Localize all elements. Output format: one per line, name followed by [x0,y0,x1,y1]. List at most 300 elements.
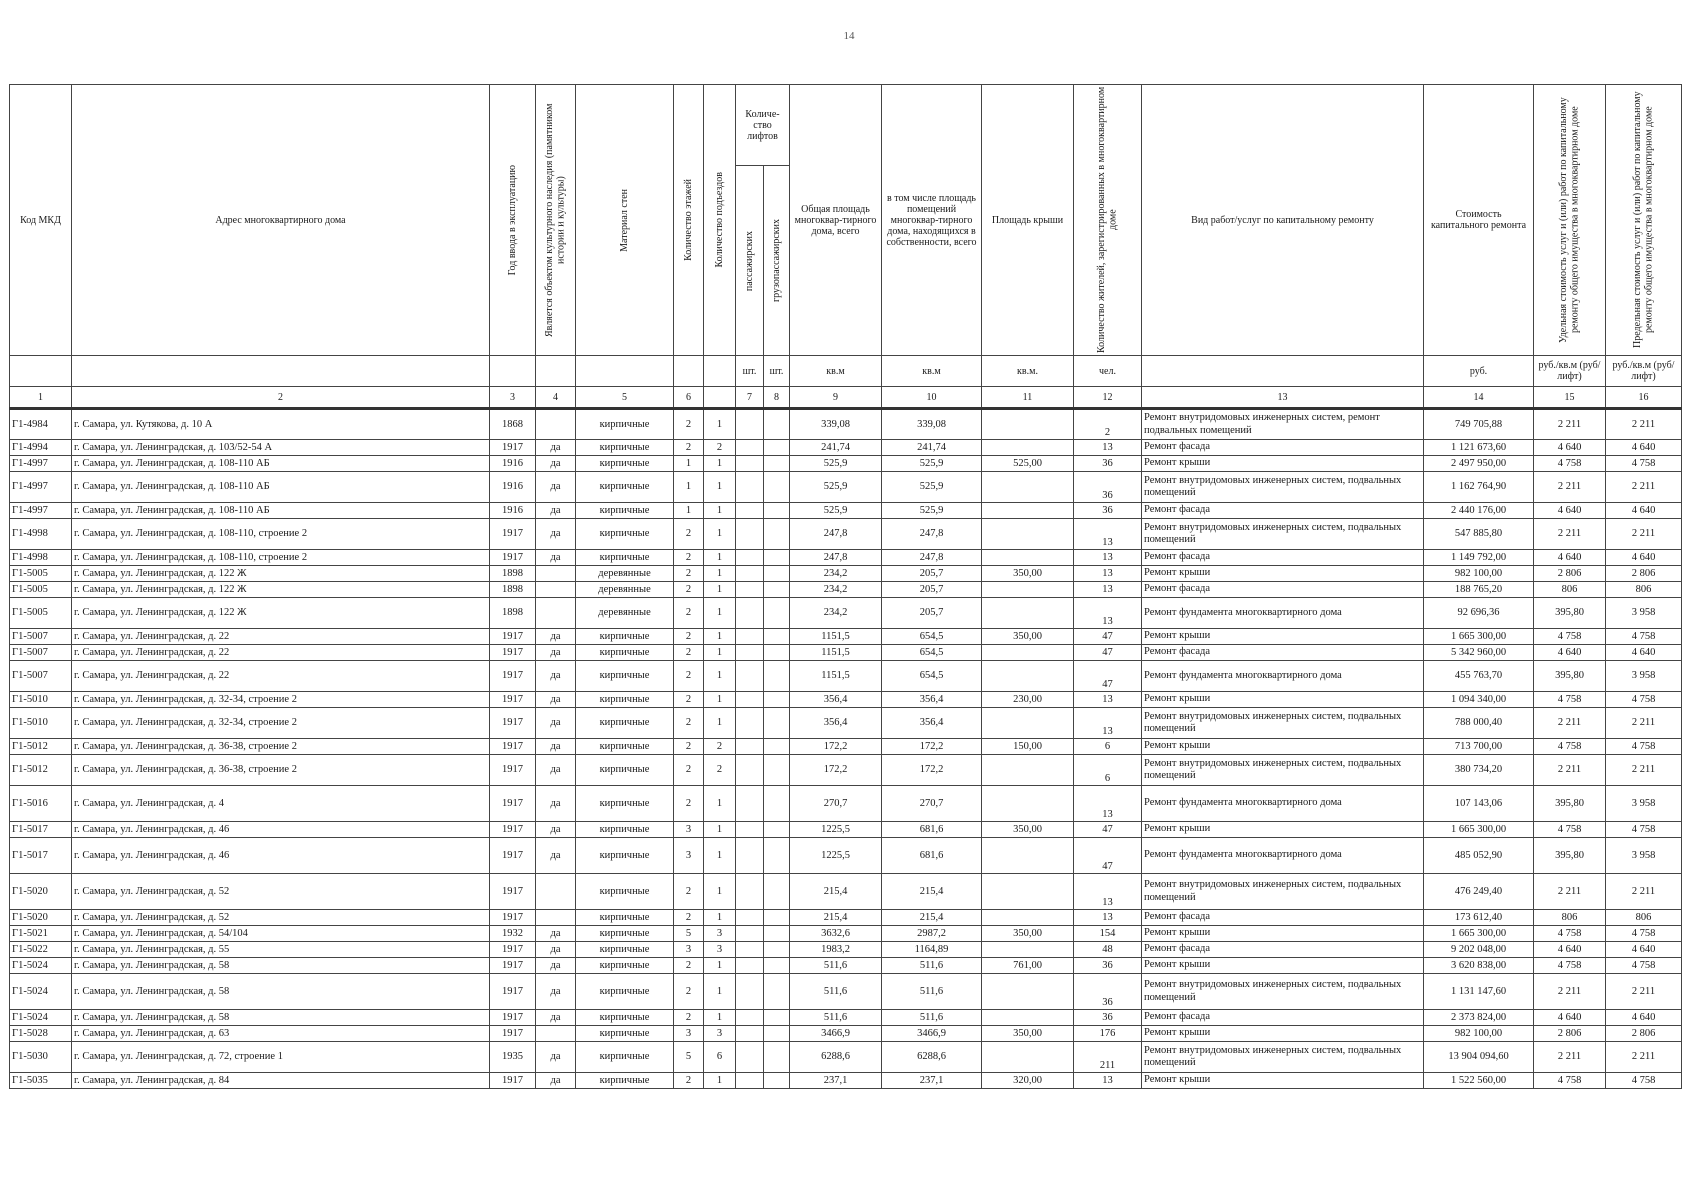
cell-work-type: Ремонт крыши [1142,926,1424,942]
cell-heritage: да [536,755,576,786]
cell-total-area: 1151,5 [790,661,882,692]
cell-unit-cost: 4 758 [1534,926,1606,942]
cell-roof-area [982,910,1074,926]
cell-address: г. Самара, ул. Ленинградская, д. 58 [72,1010,490,1026]
header-lifts-cargo-text: грузопассажирских [770,219,782,303]
unit-empty [536,356,576,387]
cell-total-area: 215,4 [790,910,882,926]
cell-max-cost: 4 640 [1606,942,1682,958]
cell-floors: 1 [674,472,704,503]
cell-work-type: Ремонт фасада [1142,1010,1424,1026]
cell-unit-cost: 395,80 [1534,661,1606,692]
cell-work-type: Ремонт фундамента многоквартирного дома [1142,786,1424,822]
column-number: 7 [736,387,764,409]
cell-address: г. Самара, ул. Ленинградская, д. 52 [72,910,490,926]
cell-residents: 36 [1074,1010,1142,1026]
cell-work-type: Ремонт фасада [1142,645,1424,661]
cell-cost: 3 620 838,00 [1424,958,1534,974]
cell-lifts-passenger [736,942,764,958]
cell-roof-area [982,503,1074,519]
cell-roof-area [982,942,1074,958]
cell-material: кирпичные [576,942,674,958]
cell-max-cost: 4 758 [1606,692,1682,708]
cell-floors: 2 [674,409,704,440]
cell-work-type: Ремонт крыши [1142,739,1424,755]
header-row [10,85,1682,166]
cell-unit-cost: 395,80 [1534,598,1606,629]
cell-floors: 2 [674,958,704,974]
cell-address: г. Самара, ул. Кутякова, д. 10 А [72,409,490,440]
cell-residents: 36 [1074,974,1142,1010]
cell-residents: 13 [1074,519,1142,550]
cell-work-type: Ремонт внутридомовых инженерных систем, подвальных помещений [1142,874,1424,910]
header-residents [1074,85,1142,356]
cell-roof-area: 350,00 [982,566,1074,582]
cell-floors: 3 [674,838,704,874]
cell-lifts-cargo [764,974,790,1010]
cell-material: кирпичные [576,910,674,926]
cell-code: Г1-4994 [10,440,72,456]
cell-owned-area: 511,6 [882,1010,982,1026]
cell-work-type: Ремонт внутридомовых инженерных систем, подвальных помещений [1142,755,1424,786]
cell-owned-area: 215,4 [882,910,982,926]
cell-heritage: да [536,661,576,692]
cell-address: г. Самара, ул. Ленинградская, д. 122 Ж [72,566,490,582]
cell-roof-area [982,550,1074,566]
cell-work-type: Ремонт внутридомовых инженерных систем, подвальных помещений [1142,1042,1424,1073]
cell-roof-area [982,755,1074,786]
cell-unit-cost: 395,80 [1534,838,1606,874]
cell-owned-area: 237,1 [882,1073,982,1089]
table-row [10,566,1682,582]
cell-residents: 47 [1074,645,1142,661]
cell-material: кирпичные [576,456,674,472]
cell-floors: 2 [674,692,704,708]
cell-lifts-cargo [764,550,790,566]
cell-total-area: 1225,5 [790,822,882,838]
cell-lifts-cargo [764,1010,790,1026]
cell-max-cost: 2 806 [1606,1026,1682,1042]
cell-code: Г1-5010 [10,692,72,708]
cell-cost: 2 373 824,00 [1424,1010,1534,1026]
cell-lifts-passenger [736,519,764,550]
cell-lifts-passenger [736,755,764,786]
cell-cost: 1 162 764,90 [1424,472,1534,503]
table-row [10,1073,1682,1089]
cell-floors: 2 [674,582,704,598]
cell-address: г. Самара, ул. Ленинградская, д. 84 [72,1073,490,1089]
cell-lifts-passenger [736,582,764,598]
cell-owned-area: 6288,6 [882,1042,982,1073]
cell-total-area: 339,08 [790,409,882,440]
cell-lifts-passenger [736,838,764,874]
cell-address: г. Самара, ул. Ленинградская, д. 58 [72,974,490,1010]
cell-owned-area: 525,9 [882,503,982,519]
header-floors [674,85,704,356]
cell-lifts-passenger [736,910,764,926]
cell-heritage [536,1026,576,1042]
cell-work-type: Ремонт фасада [1142,582,1424,598]
header-entrances-text: Количество подъездов [713,172,725,268]
cell-year: 1917 [490,519,536,550]
cell-roof-area: 350,00 [982,629,1074,645]
header-total-area: Общая площадь многоквар-тирного дома, всего [790,85,882,356]
cell-material: кирпичные [576,822,674,838]
cell-total-area: 234,2 [790,566,882,582]
cell-floors: 2 [674,440,704,456]
cell-total-area: 525,9 [790,472,882,503]
cell-max-cost: 3 958 [1606,598,1682,629]
cell-address: г. Самара, ул. Ленинградская, д. 55 [72,942,490,958]
cell-owned-area: 172,2 [882,755,982,786]
cell-residents: 2 [1074,409,1142,440]
cell-year: 1935 [490,1042,536,1073]
cell-year: 1916 [490,456,536,472]
cell-heritage: да [536,1010,576,1026]
cell-entrances: 1 [704,1073,736,1089]
cell-lifts-cargo [764,874,790,910]
cell-heritage: да [536,1073,576,1089]
cell-year: 1868 [490,409,536,440]
cell-lifts-cargo [764,645,790,661]
table-row [10,910,1682,926]
cell-lifts-cargo [764,942,790,958]
cell-max-cost: 4 758 [1606,958,1682,974]
cell-cost: 476 249,40 [1424,874,1534,910]
cell-work-type: Ремонт внутридомовых инженерных систем, подвальных помещений [1142,708,1424,739]
cell-heritage [536,409,576,440]
cell-material: кирпичные [576,629,674,645]
cell-address: г. Самара, ул. Ленинградская, д. 122 Ж [72,598,490,629]
cell-work-type: Ремонт фасада [1142,942,1424,958]
cell-lifts-cargo [764,472,790,503]
cell-lifts-cargo [764,598,790,629]
cell-total-area: 511,6 [790,958,882,974]
cell-material: кирпичные [576,440,674,456]
cell-residents: 47 [1074,822,1142,838]
cell-material: кирпичные [576,926,674,942]
cell-code: Г1-5005 [10,582,72,598]
column-number: 1 [10,387,72,409]
cell-lifts-cargo [764,708,790,739]
cell-entrances: 1 [704,409,736,440]
cell-entrances: 1 [704,629,736,645]
cell-cost: 1 121 673,60 [1424,440,1534,456]
header-unit-cost-text: Удельная стоимость услуг и (или) работ по капитальному ремонту общего имущества в многоквартирном доме [1558,97,1581,343]
cell-code: Г1-5017 [10,838,72,874]
cell-floors: 2 [674,550,704,566]
cell-entrances: 1 [704,661,736,692]
cell-residents: 154 [1074,926,1142,942]
cell-year: 1898 [490,582,536,598]
header-cost: Стоимость капитального ремонта [1424,85,1534,356]
cell-year: 1917 [490,910,536,926]
cell-lifts-passenger [736,440,764,456]
header-work-type: Вид работ/услуг по капитальному ремонту [1142,85,1424,356]
cell-work-type: Ремонт крыши [1142,1026,1424,1042]
cell-material: кирпичные [576,409,674,440]
unit-empty [704,356,736,387]
cell-lifts-passenger [736,958,764,974]
column-number: 11 [982,387,1074,409]
unit-empty [10,356,72,387]
cell-roof-area [982,582,1074,598]
cell-floors: 2 [674,519,704,550]
cell-total-area: 237,1 [790,1073,882,1089]
table-row [10,472,1682,503]
cell-cost: 173 612,40 [1424,910,1534,926]
cell-year: 1898 [490,598,536,629]
cell-code: Г1-5017 [10,822,72,838]
cell-residents: 6 [1074,739,1142,755]
cell-lifts-passenger [736,566,764,582]
cell-lifts-passenger [736,409,764,440]
cell-entrances: 1 [704,874,736,910]
column-number: 6 [674,387,704,409]
cell-work-type: Ремонт фундамента многоквартирного дома [1142,598,1424,629]
cell-owned-area: 356,4 [882,708,982,739]
cell-roof-area: 230,00 [982,692,1074,708]
cell-address: г. Самара, ул. Ленинградская, д. 122 Ж [72,582,490,598]
cell-entrances: 1 [704,692,736,708]
cell-cost: 13 904 094,60 [1424,1042,1534,1073]
cell-material: кирпичные [576,874,674,910]
cell-work-type: Ремонт крыши [1142,566,1424,582]
unit-sqm-owned: кв.м [882,356,982,387]
column-number: 9 [790,387,882,409]
cell-address: г. Самара, ул. Ленинградская, д. 54/104 [72,926,490,942]
cell-year: 1917 [490,440,536,456]
cell-entrances: 1 [704,456,736,472]
cell-address: г. Самара, ул. Ленинградская, д. 22 [72,629,490,645]
cell-residents: 36 [1074,958,1142,974]
cell-material: кирпичные [576,661,674,692]
table-row [10,838,1682,874]
cell-heritage: да [536,645,576,661]
cell-cost: 1 665 300,00 [1424,822,1534,838]
cell-floors: 2 [674,874,704,910]
cell-unit-cost: 2 211 [1534,974,1606,1010]
cell-roof-area [982,598,1074,629]
header-heritage-text: Является объектом культурного наследия (памятником истории и культуры) [544,103,567,337]
cell-year: 1916 [490,472,536,503]
cell-floors: 1 [674,456,704,472]
page-number: 14 [843,30,855,42]
cell-heritage [536,582,576,598]
cell-material: кирпичные [576,708,674,739]
cell-total-area: 356,4 [790,708,882,739]
cell-roof-area: 150,00 [982,739,1074,755]
cell-residents: 13 [1074,1073,1142,1089]
cell-entrances: 1 [704,503,736,519]
cell-lifts-passenger [736,1042,764,1073]
cell-floors: 3 [674,822,704,838]
column-number: 13 [1142,387,1424,409]
cell-year: 1917 [490,1026,536,1042]
cell-cost: 1 665 300,00 [1424,926,1534,942]
cell-code: Г1-4997 [10,472,72,503]
cell-material: кирпичные [576,1026,674,1042]
cell-unit-cost: 2 211 [1534,1042,1606,1073]
column-number: 10 [882,387,982,409]
unit-sqm-total: кв.м [790,356,882,387]
cell-cost: 455 763,70 [1424,661,1534,692]
cell-entrances: 1 [704,582,736,598]
cell-work-type: Ремонт крыши [1142,456,1424,472]
cell-code: Г1-5007 [10,629,72,645]
cell-material: кирпичные [576,786,674,822]
cell-residents: 47 [1074,629,1142,645]
header-max-cost-text: Предельная стоимость услуг и (или) работ по капитальному ремонту общего имущества в многоквартирном доме [1632,91,1655,349]
cell-cost: 9 202 048,00 [1424,942,1534,958]
cell-heritage: да [536,629,576,645]
cell-address: г. Самара, ул. Ленинградская, д. 108-110 АБ [72,472,490,503]
table-row [10,409,1682,440]
cell-material: кирпичные [576,1010,674,1026]
cell-owned-area: 215,4 [882,874,982,910]
cell-roof-area [982,708,1074,739]
cell-owned-area: 654,5 [882,629,982,645]
cell-address: г. Самара, ул. Ленинградская, д. 103/52-54 А [72,440,490,456]
cell-unit-cost: 2 211 [1534,755,1606,786]
table-row [10,958,1682,974]
cell-max-cost: 2 211 [1606,409,1682,440]
table-row [10,942,1682,958]
unit-rub-sqm-max: руб./кв.м (руб/лифт) [1606,356,1682,387]
cell-heritage: да [536,472,576,503]
cell-entrances: 2 [704,755,736,786]
cell-lifts-cargo [764,582,790,598]
cell-owned-area: 681,6 [882,822,982,838]
cell-owned-area: 205,7 [882,598,982,629]
cell-code: Г1-5012 [10,755,72,786]
cell-lifts-cargo [764,503,790,519]
cell-roof-area: 350,00 [982,1026,1074,1042]
column-number: 8 [764,387,790,409]
cell-address: г. Самара, ул. Ленинградская, д. 108-110 АБ [72,503,490,519]
table-row [10,440,1682,456]
cell-total-area: 172,2 [790,755,882,786]
cell-address: г. Самара, ул. Ленинградская, д. 58 [72,958,490,974]
cell-code: Г1-5007 [10,645,72,661]
cell-heritage [536,566,576,582]
cell-entrances: 1 [704,645,736,661]
cell-floors: 2 [674,566,704,582]
cell-entrances: 1 [704,598,736,629]
cell-residents: 47 [1074,661,1142,692]
capital-repair-table [9,84,1682,1089]
cell-year: 1917 [490,1073,536,1089]
cell-owned-area: 241,74 [882,440,982,456]
table-body [10,409,1682,1089]
cell-total-area: 511,6 [790,974,882,1010]
cell-max-cost: 3 958 [1606,838,1682,874]
cell-residents: 13 [1074,566,1142,582]
cell-code: Г1-4997 [10,456,72,472]
cell-code: Г1-5028 [10,1026,72,1042]
header-roof-area: Площадь крыши [982,85,1074,356]
cell-code: Г1-5021 [10,926,72,942]
cell-total-area: 234,2 [790,582,882,598]
unit-empty [674,356,704,387]
cell-floors: 2 [674,598,704,629]
table-row [10,739,1682,755]
cell-address: г. Самара, ул. Ленинградская, д. 72, строение 1 [72,1042,490,1073]
cell-lifts-passenger [736,1073,764,1089]
cell-roof-area [982,838,1074,874]
header-lifts-passenger-text: пассажирских [743,230,755,291]
cell-work-type: Ремонт фундамента многоквартирного дома [1142,838,1424,874]
unit-pcs-cargo: шт. [764,356,790,387]
cell-owned-area: 681,6 [882,838,982,874]
cell-code: Г1-5024 [10,958,72,974]
cell-address: г. Самара, ул. Ленинградская, д. 108-110 АБ [72,456,490,472]
cell-owned-area: 247,8 [882,519,982,550]
cell-code: Г1-5012 [10,739,72,755]
cell-lifts-cargo [764,910,790,926]
cell-roof-area [982,409,1074,440]
header-lifts: Количе-ство лифтов [736,85,790,166]
cell-roof-area: 525,00 [982,456,1074,472]
table-row [10,550,1682,566]
cell-work-type: Ремонт фасада [1142,440,1424,456]
cell-material: кирпичные [576,1073,674,1089]
cell-entrances: 1 [704,822,736,838]
cell-year: 1917 [490,708,536,739]
cell-material: кирпичные [576,503,674,519]
cell-material: кирпичные [576,739,674,755]
cell-unit-cost: 2 211 [1534,519,1606,550]
cell-lifts-cargo [764,440,790,456]
cell-floors: 2 [674,786,704,822]
cell-owned-area: 525,9 [882,456,982,472]
header-lifts-cargo [764,166,790,356]
unit-empty [72,356,490,387]
cell-address: г. Самара, ул. Ленинградская, д. 22 [72,661,490,692]
cell-address: г. Самара, ул. Ленинградская, д. 52 [72,874,490,910]
header-owned-area: в том числе площадь помещений многоквар-тирного дома, находящихся в собственности, всего [882,85,982,356]
cell-entrances: 1 [704,1010,736,1026]
cell-lifts-cargo [764,838,790,874]
cell-residents: 36 [1074,503,1142,519]
cell-max-cost: 3 958 [1606,661,1682,692]
cell-unit-cost: 4 758 [1534,739,1606,755]
cell-lifts-passenger [736,708,764,739]
cell-total-area: 525,9 [790,456,882,472]
cell-code: Г1-5024 [10,1010,72,1026]
table-row [10,708,1682,739]
column-numbers-row [10,387,1682,409]
cell-address: г. Самара, ул. Ленинградская, д. 32-34, строение 2 [72,708,490,739]
cell-floors: 5 [674,926,704,942]
cell-work-type: Ремонт внутридомовых инженерных систем, ремонт подвальных помещений [1142,409,1424,440]
cell-heritage [536,910,576,926]
cell-owned-area: 3466,9 [882,1026,982,1042]
cell-owned-area: 2987,2 [882,926,982,942]
cell-material: кирпичные [576,550,674,566]
cell-work-type: Ремонт внутридомовых инженерных систем, подвальных помещений [1142,519,1424,550]
cell-max-cost: 2 211 [1606,1042,1682,1073]
cell-lifts-passenger [736,629,764,645]
cell-residents: 6 [1074,755,1142,786]
cell-unit-cost: 4 640 [1534,645,1606,661]
cell-work-type: Ремонт крыши [1142,958,1424,974]
cell-cost: 2 497 950,00 [1424,456,1534,472]
table-row [10,503,1682,519]
cell-max-cost: 4 758 [1606,739,1682,755]
cell-heritage: да [536,503,576,519]
cell-total-area: 525,9 [790,503,882,519]
